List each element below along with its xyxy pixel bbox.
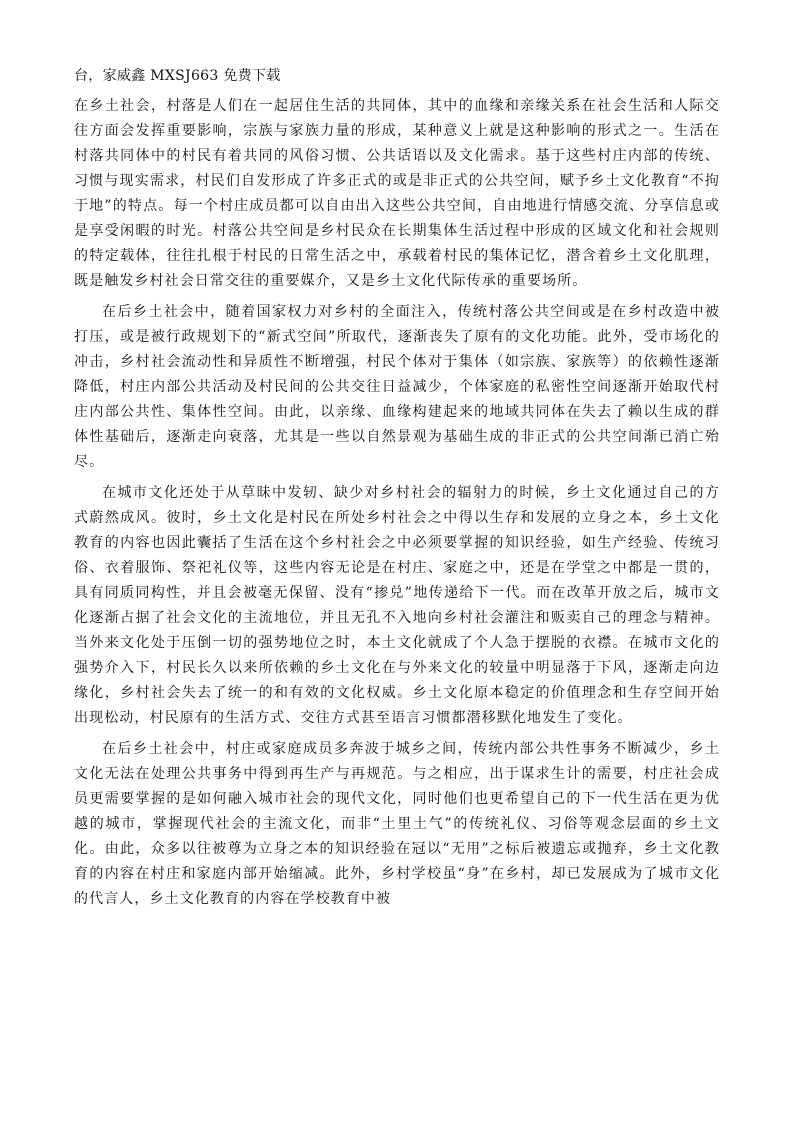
header-watermark-text: 台，家威鑫 MXSJ663 免费下载 [74,68,281,84]
paragraph-4: 在后乡土社会中，村庄或家庭成员多奔波于城乡之间，传统内部公共性事务不断减少，乡土文化无法在处理公共事务中得到再生产与再规范。与之相应，出于谋求生计的需要，村庄社会成员更需要掌握的是如何融入城市社会的现代文化，同时他们也更希望自己的下一代生活在更为优越的城市，掌握现代社会的主流文化，而非“土里土气”的传统礼仪、习俗等观念层面的乡土文化。由此，众多以往被尊为立身之本的知识经验在冠以“无用”之标后被遗忘或抛弃，乡土文化教育的内容在村庄和家庭内部开始缩减。此外，乡村学校虽“身”在乡村，却已发展成为了城市文化的代言人，乡土文化教育的内容在学校教育中被 [74,741,720,907]
paragraph-3: 在城市文化还处于从草昧中发轫、缺少对乡村社会的辐射力的时候，乡土文化通过自己的方式蔚然成风。彼时，乡土文化是村民在所处乡村社会之中得以生存和发展的立身之本，乡土文化教育的内容也因此囊括了生活在这个乡村社会之中必须要掌握的知识经验，如生产经验、传统习俗、衣着服饰、祭祀礼仪等，这些内容无论是在村庄、家庭之中，还是在学堂之中都是一贯的，具有同质同构性，并且会被毫无保留、没有“掺兑”地传递给下一代。而在改革开放之后，城市文化逐渐占据了社会文化的主流地位，并且无孔不入地向乡村社会灌注和贩卖自己的理念与精神。当外来文化处于压倒一切的强势地位之时，本土文化就成了个人急于摆脱的衣襟。在城市文化的强势介入下，村民长久以来所依赖的乡土文化在与外来文化的较量中明显落于下风，逐渐走向边缘化，乡村社会失去了统一的和有效的文化权威。乡土文化原本稳定的价值理念和生存空间开始出现松动，村民原有的生活方式、交往方式甚至语言习惯都潜移默化地发生了变化。 [74,485,720,726]
paragraph-2: 在后乡土社会中，随着国家权力对乡村的全面注入，传统村落公共空间或是在乡村改造中被打压，或是被行政规划下的“新式空间”所取代，逐渐丧失了原有的文化功能。此外，受市场化的冲击，乡村社会流动性和异质性不断增强，村民个体对于集体（如宗族、家族等）的依赖性逐渐降低，村庄内部公共活动及村民间的公共交往日益减少，个体家庭的私密性空间逐渐开始取代村庄内部公共性、集体性空间。由此，以亲缘、血缘构建起来的地域共同体在失去了赖以生成的群体性基础后，逐渐走向衰落，尤其是一些以自然景观为基础生成的非正式的公共空间渐已消亡殆尽。 [74,304,720,470]
paragraph-1: 在乡土社会，村落是人们在一起居住生活的共同体，其中的血缘和亲缘关系在社会生活和人际交往方面会发挥重要影响，宗族与家族力量的形成，某种意义上就是这种影响的形式之一。生活在村落共同体中的村民有着共同的风俗习惯、公共话语以及文化需求。基于这些村庄内部的传统、习惯与现实需求，村民们自发形成了许多正式的或是非正式的公共空间，赋予乡土文化教育“不拘于地”的特点。每一个村庄成员都可以自由出入这些公共空间，自由地进行情感交流、分享信息或是享受闲暇的时光。村落公共空间是乡村民众在长期集体生活过程中形成的区域文化和社会规则的特定载体，往往扎根于村民的日常生活之中，承载着村民的集体记忆，潜含着乡土文化肌理，既是触发乡村社会日常交往的重要媒介，又是乡土文化代际传承的重要场所。 [74,98,720,289]
document-page [74,64,720,912]
